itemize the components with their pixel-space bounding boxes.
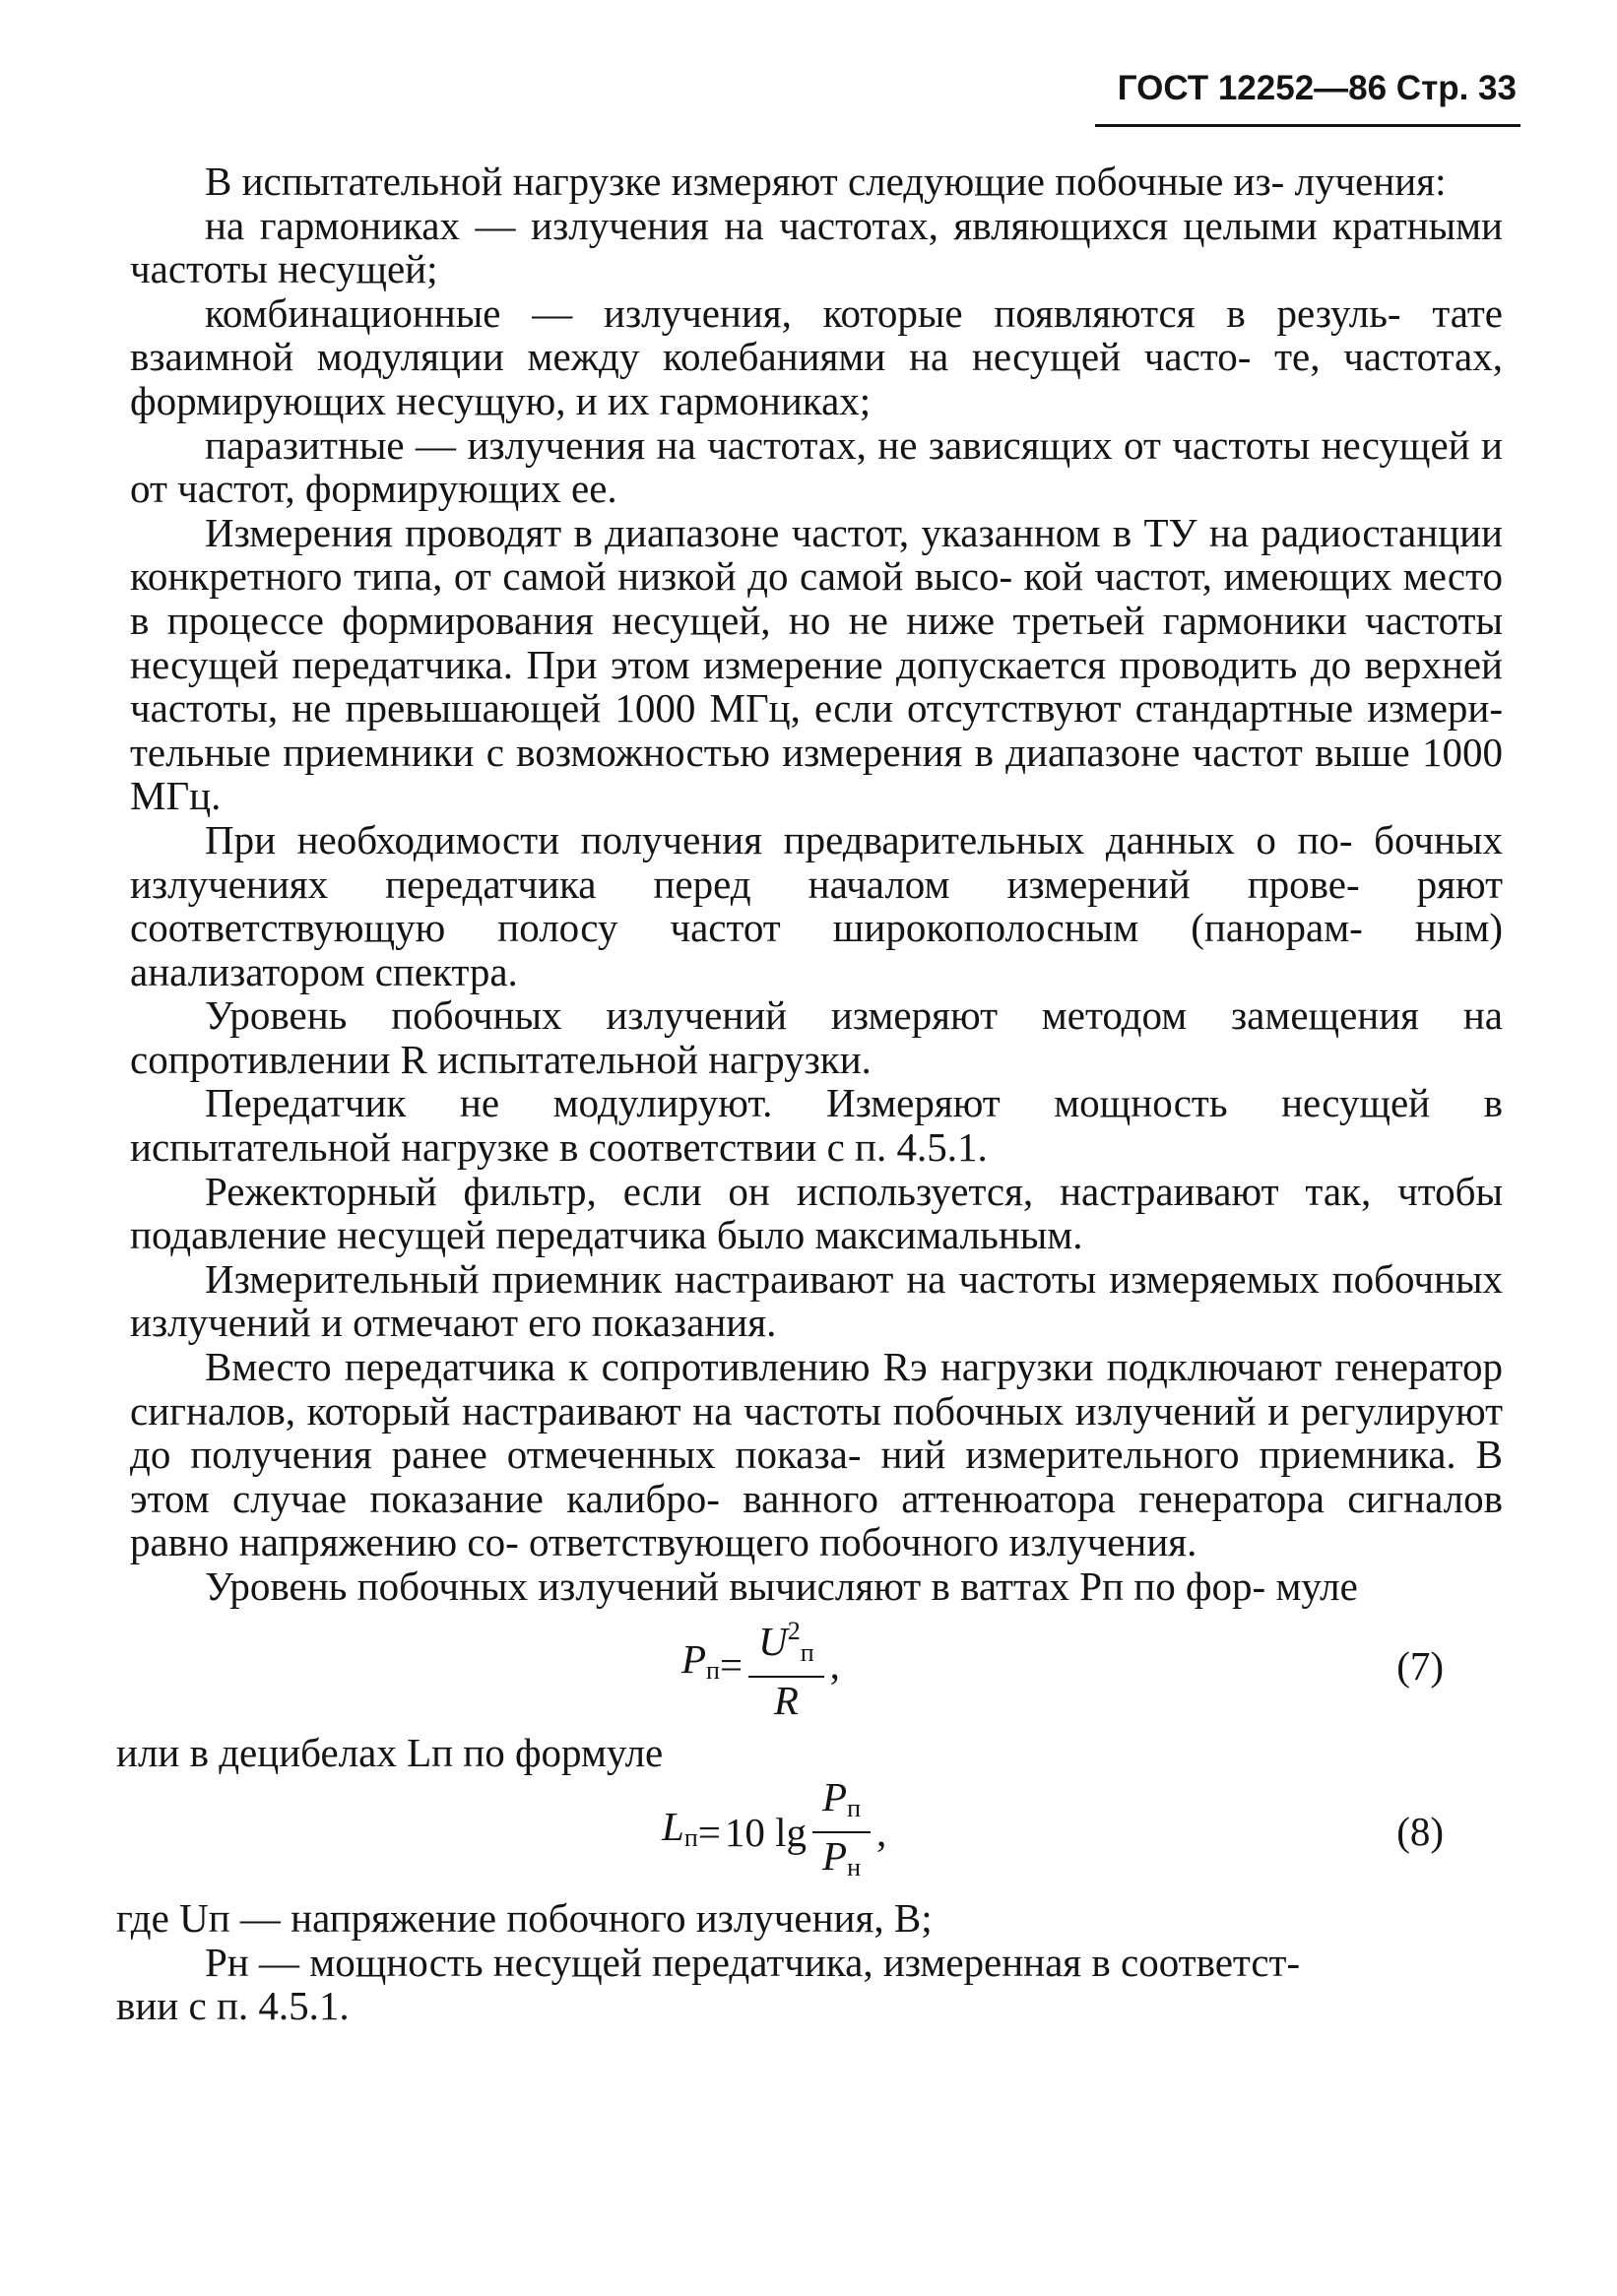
formula-7-lhs: P (681, 1636, 707, 1683)
paragraph: на гармониках — излучения на частотах, являющихся целыми кратными частоты несущей; (130, 202, 1503, 292)
formula-7 (130, 1609, 1503, 1731)
formula-8-den: P (822, 1833, 848, 1880)
where-line-3: вии с п. 4.5.1. (116, 1983, 350, 2029)
where-line-1: где Uп — напряжение побочного излучения, В; (116, 1895, 933, 1942)
formula-8 (130, 1774, 1503, 1896)
paragraph: Уровень побочных излучений измеряют методом замещения на сопротивлении R испытательной нагрузки. (130, 992, 1503, 1082)
paragraph: Режекторный фильтр, если он используется, настраивают так, чтобы подавление несущей передатчика было максимальным. (130, 1168, 1503, 1258)
formula-8-eq: = (697, 1809, 721, 1855)
formula-7-num-sub: п (800, 1637, 814, 1667)
paragraph: комбинационные — излучения, которые появляются в резуль- тате взаимной модуляции между колебаниями на несущей часто- те, частотах, формирующих несущую, и их гармониках; (130, 289, 1503, 423)
paragraph: Уровень побочных излучений вычисляют в ваттах Pп по фор- муле (205, 1563, 1358, 1609)
paragraph: Измерения проводят в диапазоне частот, указанном в ТУ на радиостанции конкретного типа, от самой низкой до самой высо- кой частот, имеющих место в процессе формирования несущей, но не ниже третьей гармоники частоты несущей передатчика. При этом измерение допускается проводить до верхней частоты, не превышающей 1000 МГц, если отсутствуют стандартные измери- тельные приемники с возможностью измерения в диапазоне частот выше 1000 МГц. (130, 509, 1503, 819)
paragraph: Измерительный приемник настраивают на частоты измеряемых побочных излучений и отмечают его показания. (130, 1255, 1503, 1346)
page-header: ГОСТ 12252—86 Стр. 33 (1117, 69, 1517, 107)
formula-8-coef: 10 lg (724, 1809, 808, 1855)
formula-7-den: R (773, 1677, 799, 1723)
paragraph: При необходимости получения предварительных данных о по- бочных излучениях передатчика перед началом измерений прове- ряют соответствующую полосу частот широкополосным (панорам- ным) анализатором спектра. (130, 816, 1503, 994)
paragraph: Передатчик не модулируют. Измеряют мощность несущей в испытательной нагрузке в соответствии с п. 4.5.1. (130, 1080, 1503, 1171)
formula-8-num-sub: п (847, 1794, 861, 1823)
formula-8-lhs-sub: п (683, 1822, 698, 1852)
paragraph: Вместо передатчика к сопротивлению Rэ нагрузки подключают генератор сигналов, который настраивают на частоты побочных излучений и регулируют до получения ранее отмеченных показа- ний измерительного приемника. В этом случае показание калибро- ванного аттенюатора генератора сигналов равно напряжению со- ответствующего побочного излучения. (130, 1344, 1503, 1565)
formula-8-tail: , (875, 1809, 887, 1855)
formula-7-eq: = (719, 1642, 744, 1689)
formula-7-tail: , (829, 1642, 840, 1689)
between-text: или в децибелах Lп по формуле (116, 1729, 664, 1775)
formula-8-lhs: L (662, 1803, 684, 1849)
formula-7-num: U (758, 1618, 788, 1664)
header-rule (1095, 124, 1520, 127)
formula-7-lhs-sub: п (706, 1656, 720, 1686)
formula-7-num-sup: 2 (787, 1616, 801, 1645)
formula-8-number: (8) (1396, 1809, 1444, 1855)
paragraph: паразитные — излучения на частотах, не зависящих от частоты несущей и от частот, формирующих ее. (130, 421, 1503, 512)
formula-7-fraction (748, 1609, 824, 1723)
formula-8-den-sub: н (847, 1853, 861, 1882)
formula-7-number: (7) (1396, 1642, 1444, 1689)
document-body (116, 159, 1503, 2029)
paragraph: В испытательной нагрузке измеряют следующие побочные из- лучения: (205, 159, 1447, 204)
formula-8-num: P (822, 1774, 848, 1820)
formula-8-fraction (812, 1774, 871, 1890)
where-line-2: Pн — мощность несущей передатчика, измеренная в соответст- (205, 1939, 1301, 1985)
